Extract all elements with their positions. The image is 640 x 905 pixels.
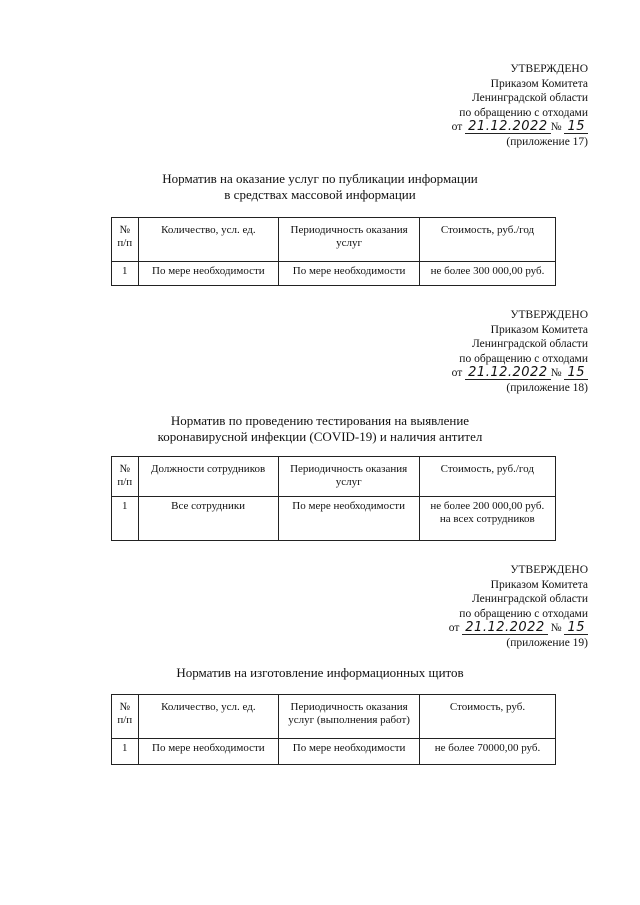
column-header: № п/п (112, 218, 139, 262)
section-title-18 (0, 413, 640, 445)
table-row (112, 739, 556, 765)
table-cell: не более 300 000,00 руб. (419, 262, 555, 286)
date-prefix: от (451, 121, 463, 134)
handwritten-date: 21.12.2022 (462, 622, 547, 635)
order-line: Приказом Комитета (490, 323, 588, 336)
approved-label: УТВЕРЖДЕНО (510, 309, 588, 321)
table-header-row (112, 457, 556, 497)
column-header: Стоимость, руб. (419, 695, 555, 739)
table-cell: 1 (112, 739, 139, 765)
table-cell: 1 (112, 497, 139, 541)
title-line: Норматив по проведению тестирования на выявление (170, 413, 470, 428)
topic-line: по обращению с отходами (459, 352, 588, 365)
approval-block-18 (452, 308, 588, 396)
order-line: Приказом Комитета (490, 578, 588, 591)
region-line: Ленинградской области (471, 593, 588, 606)
table-cell: По мере необходимости (138, 739, 279, 765)
table-cell: не более 70000,00 руб. (419, 739, 555, 765)
table-header-row (112, 218, 556, 262)
column-header: № п/п (112, 695, 139, 739)
order-line: Приказом Комитета (490, 77, 588, 90)
number-sign: № (550, 121, 562, 134)
title-line: в средствах массовой информации (224, 187, 416, 202)
date-line (452, 120, 588, 135)
handwritten-date: 21.12.2022 (465, 367, 550, 380)
date-line (449, 621, 588, 636)
topic-line: по обращению с отходами (459, 607, 588, 620)
norm-table-19 (111, 694, 556, 765)
appendix-label: (приложение 18) (506, 381, 588, 394)
section-title-19 (0, 665, 640, 681)
column-header: Периодичность оказания услуг (выполнения работ) (279, 695, 420, 739)
norm-table-17 (111, 217, 556, 286)
table-row (112, 262, 556, 286)
section-title-17 (0, 171, 640, 203)
title-line: коронавирусной инфекции (COVID-19) и наличия антител (157, 429, 483, 444)
table-cell: не более 200 000,00 руб. на всех сотрудников (419, 497, 555, 541)
table-cell: По мере необходимости (138, 262, 279, 286)
column-header: Стоимость, руб./год (419, 457, 555, 497)
handwritten-date: 21.12.2022 (465, 121, 550, 134)
approval-block-17 (452, 62, 588, 150)
region-line: Ленинградской области (471, 92, 588, 105)
table-cell: Все сотрудники (138, 497, 278, 541)
topic-line: по обращению с отходами (459, 106, 588, 119)
handwritten-number: 15 (564, 121, 588, 134)
region-line: Ленинградской области (471, 338, 588, 351)
number-sign: № (550, 622, 562, 635)
norm-table-18 (111, 456, 556, 541)
column-header: Должности сотрудников (138, 457, 278, 497)
number-sign: № (550, 367, 562, 380)
approved-label: УТВЕРЖДЕНО (510, 564, 588, 576)
title-line: Норматив на изготовление информационных щитов (176, 665, 464, 680)
date-line (452, 366, 588, 381)
handwritten-number: 15 (564, 367, 588, 380)
date-prefix: от (451, 367, 463, 380)
title-line: Норматив на оказание услуг по публикации информации (162, 171, 478, 186)
table-cell: По мере необходимости (279, 262, 420, 286)
table-cell: 1 (112, 262, 139, 286)
handwritten-number: 15 (564, 622, 588, 635)
column-header: Периодичность оказания услуг (279, 218, 420, 262)
table-cell: По мере необходимости (278, 497, 419, 541)
column-header: Стоимость, руб./год (419, 218, 555, 262)
appendix-label: (приложение 17) (506, 135, 588, 148)
appendix-label: (приложение 19) (506, 636, 588, 649)
column-header: Количество, усл. ед. (138, 218, 279, 262)
table-row (112, 497, 556, 541)
approval-block-19 (449, 563, 588, 651)
date-prefix: от (448, 622, 460, 635)
approved-label: УТВЕРЖДЕНО (510, 63, 588, 75)
table-cell: По мере необходимости (279, 739, 420, 765)
table-header-row (112, 695, 556, 739)
column-header: Периодичность оказания услуг (278, 457, 419, 497)
column-header: Количество, усл. ед. (138, 695, 279, 739)
column-header: № п/п (112, 457, 139, 497)
